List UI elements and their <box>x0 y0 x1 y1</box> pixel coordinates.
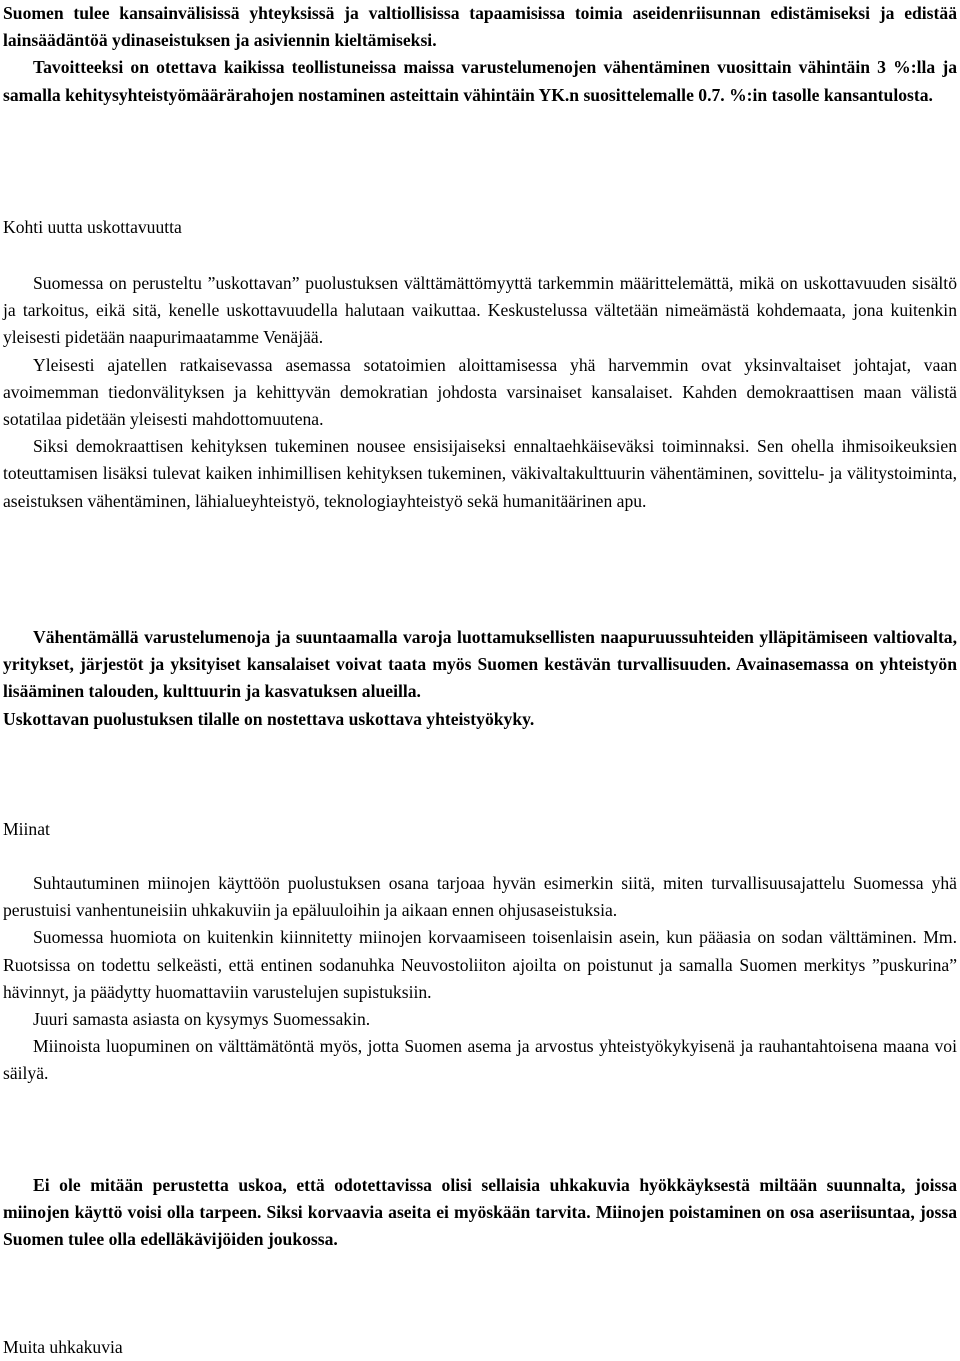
heading-miinat: Miinat <box>3 819 50 839</box>
section-heading-muita-uhkakuvia <box>3 1334 957 1361</box>
paragraph-ei-uhkakuvia: Ei ole mitään perustetta uskoa, että odotettavissa olisi sellaisia uhkakuvia hyökkäyksestä miltään suunnalta, joissa miinojen käyttö voisi olla tarpeen. Siksi korvaavia aseita ei myöskään tarvita. Miinojen poistaminen on osa aseriisuntaa, jossa Suomen tulee olla edelläkävijöiden joukossa. <box>3 1175 957 1250</box>
intro-paragraph-tavoitteeksi: Tavoitteeksi on otettava kaikissa teollistuneissa maissa varustelumenojen vähentäminen vuosittain vähintäin 3 %:lla ja samalla kehitysyhteistyömäärärahojen nostaminen asteittain vähintäin YK.n suosittelemalle 0.7. %:in tasolle kansantulosta. <box>3 57 957 105</box>
paragraph-uskottava-yhteistyokyky: Uskottavan puolustuksen tilalle on nostettava uskottava yhteistyökyky. <box>3 708 535 729</box>
section-body-miinat <box>3 870 957 1088</box>
section-bold-uskottavuus <box>3 624 957 733</box>
paragraph-uskottava-puolustus: Suomessa on perusteltu ”uskottavan” puolustuksen välttämättömyyttä tarkemmin määrittelemättä, mikä on uskottavuuden sisältö ja tarkoitus, eikä sitä, kenelle uskottavuudella halutaan vaikuttaa. Keskustelussa vältetään nimeämästä kohdemaata, jona kuitenkin yleisesti pidetään naapurimaatamme Venäjää. <box>3 273 957 348</box>
paragraph-yksinvaltaiset-johtajat: Yleisesti ajatellen ratkaisevassa asemassa sotatoimien aloittamisessa yhä harvemmin ovat yksinvaltaiset johtajat, vaan avoimemman tiedonvälityksen ja kehittyvän demokratian johdosta varsinaiset kansalaiset. Kahden demokraattisen maan välistä sotatilaa pidetään yleisesti mahdottomuutena. <box>3 354 957 430</box>
section-heading-uskottavuus <box>3 214 957 241</box>
intro-paragraph-aseidenriisunta: Suomen tulee kansainvälisissä yhteyksissä ja valtiollisissa tapaamisissa toimia aseidenriisunnan edistämiseksi ja edistää lainsäädäntöä ydinaseistuksen ja asiviennin kieltämiseksi. <box>3 3 957 51</box>
paragraph-miinojen-kaytto: Suhtautuminen miinojen käyttöön puolustuksen osana tarjoaa hyvän esimerkin siitä, miten turvallisuusajattelu Suomessa yhä perustuisi vanhentuneisiin uhkakuviin ja epäluuloihin ja aikaan ennen ohjusaseistuksia. <box>3 873 957 921</box>
paragraph-varustelumenojen-vahentaminen: Vähentämällä varustelumenoja ja suuntaamalla varoja luottamuksellisten naapuruussuhteiden ylläpitämiseen valtiovalta, yritykset, järjestöt ja yksityiset kansalaiset voivat taata myös Suomen kestävän turvallisuuden. Avainasemassa on yhteistyön lisääminen talouden, kulttuurin ja kasvatuksen alueilla. <box>3 627 957 702</box>
section-body-uskottavuus <box>3 270 957 515</box>
heading-kohti-uutta-uskottavuutta: Kohti uutta uskottavuutta <box>3 217 182 237</box>
section-bold-miinat <box>3 1172 957 1254</box>
paragraph-demokraattinen-kehitys: Siksi demokraattisen kehityksen tukeminen nousee ensisijaiseksi ennaltaehkäiseväksi toiminnaksi. Sen ohella ihmisoikeuksien toteuttamisen lisäksi tulevat kaiken inhimillisen kehityksen tukeminen, väkivaltakulttuurin vähentäminen, sovittelu- ja välitystoiminta, aseistuksen vähentäminen, lähialueyhteistyö, teknologiayhteistyö sekä humanitäärinen apu. <box>3 436 957 511</box>
section-heading-miinat <box>3 816 957 843</box>
intro-section <box>3 0 957 109</box>
heading-muita-uhkakuvia: Muita uhkakuvia <box>3 1337 123 1357</box>
paragraph-miinoista-luopuminen: Miinoista luopuminen on välttämätöntä myös, jotta Suomen asema ja arvostus yhteistyökykyisenä ja rauhantahtoisena maana voi säilyä. <box>3 1036 957 1084</box>
paragraph-miinojen-korvaaminen: Suomessa huomiota on kuitenkin kiinnitetty miinojen korvaamiseen toisenlaisin asein, kun pääasia on sodan välttäminen. Mm. Ruotsissa on todettu selkeästi, että entinen sodanuhka Neuvostoliiton ajoilta on poistunut ja samalla Suomen merkitys ”puskurina” hävinnyt, ja päädytty huomattaviin varustelujen supistuksiin. <box>3 927 957 1002</box>
paragraph-suomessakin: Juuri samasta asiasta on kysymys Suomessakin. <box>33 1009 371 1030</box>
